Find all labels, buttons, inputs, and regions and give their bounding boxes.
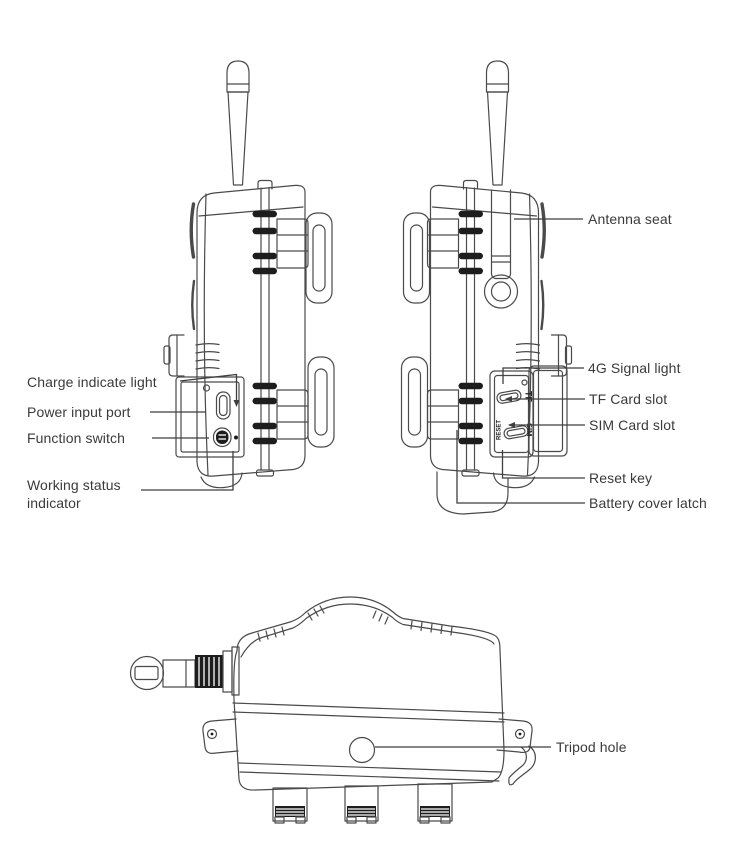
label-4g-signal-light: 4G Signal light [588,360,681,376]
label-function-switch: Function switch [27,430,125,446]
label-working-status-indicator: Working status indicator [27,477,121,511]
tf-card-slot-shape [496,389,521,404]
label-power-input-port: Power input port [27,404,131,420]
label-reset-key: Reset key [589,470,653,486]
card-panel [490,366,567,457]
leader-arrow-sim [508,422,515,428]
bottom-view [131,597,536,823]
antenna-mount [131,647,240,695]
leader-arrow-tf [505,396,512,402]
sim-engraving: SIM [525,423,534,437]
label-sim-card-slot: SIM Card slot [589,417,676,433]
label-tripod-hole: Tripod hole [556,739,627,755]
left-side-view [164,61,334,488]
power-input-port [217,392,231,419]
function-switch [214,428,232,447]
right-side-view [402,61,572,514]
reset-engraving: RESET [496,419,503,440]
battery-bottom [437,472,508,514]
tripod-hole-shape [350,738,375,763]
antenna-seat [485,190,518,308]
sim-card-slot-shape [503,425,528,440]
bottom-feet [273,784,452,823]
label-battery-cover-latch: Battery cover latch [589,495,707,511]
working-status-indicator-led [234,436,238,440]
tf-engraving: TF [523,391,534,402]
label-antenna-seat: Antenna seat [588,211,672,227]
port-panel [176,377,244,457]
label-charge-indicate-light: Charge indicate light [27,374,157,390]
signal-light-4g-led [522,380,527,385]
mounting-ear-left [203,719,238,753]
leader-charge-indicate-light [180,375,237,402]
battery-cover [529,366,567,456]
label-tf-card-slot: TF Card slot [589,391,668,407]
leader-reset-key [503,450,586,478]
panel-screw [204,385,210,391]
